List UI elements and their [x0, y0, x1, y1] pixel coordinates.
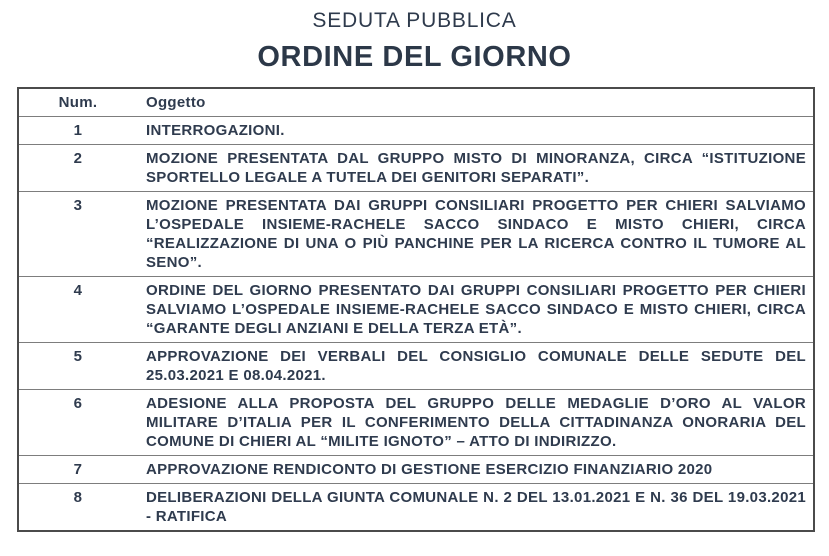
- row-number: 8: [18, 484, 137, 532]
- table-row: [18, 343, 814, 390]
- row-subject: APPROVAZIONE DEI VERBALI DEL CONSIGLIO COMUNALE DELLE SEDUTE DEL 25.03.2021 E 08.04.2021.: [137, 343, 814, 390]
- column-header-num: Num.: [18, 88, 137, 117]
- row-subject: APPROVAZIONE RENDICONTO DI GESTIONE ESERCIZIO FINANZIARIO 2020: [137, 456, 814, 484]
- document-title: ORDINE DEL GIORNO: [257, 41, 572, 73]
- row-number: 2: [18, 145, 137, 192]
- table-row: [18, 145, 814, 192]
- row-subject: DELIBERAZIONI DELLA GIUNTA COMUNALE N. 2 DEL 13.01.2021 E N. 36 DEL 19.03.2021 - RATIFICA: [137, 484, 814, 532]
- row-number: 4: [18, 277, 137, 343]
- table-row: [18, 117, 814, 145]
- agenda-table: [17, 87, 815, 532]
- table-row: [18, 277, 814, 343]
- row-subject: INTERROGAZIONI.: [137, 117, 814, 145]
- session-type-heading: SEDUTA PUBBLICA: [312, 9, 517, 32]
- table-row: [18, 390, 814, 456]
- row-subject: MOZIONE PRESENTATA DAI GRUPPI CONSILIARI PROGETTO PER CHIERI SALVIAMO L’OSPEDALE INSIEME-RACHELE SACCO SINDACO E MISTO CHIERI, CIRCA “REALIZZAZIONE DI UNA O PIÙ PANCHINE PER LA RICERCA CONTRO IL TUMORE AL SENO”.: [137, 192, 814, 277]
- row-number: 5: [18, 343, 137, 390]
- row-number: 1: [18, 117, 137, 145]
- column-header-oggetto: Oggetto: [137, 88, 814, 117]
- document-header: [0, 9, 829, 74]
- row-subject: ADESIONE ALLA PROPOSTA DEL GRUPPO DELLE MEDAGLIE D’ORO AL VALOR MILITARE D’ITALIA PER IL CONFERIMENTO DELLA CITTADINANZA ONORARIA DEL COMUNE DI CHIERI AL “MILITE IGNOTO” – ATTO DI INDIRIZZO.: [137, 390, 814, 456]
- row-subject: ORDINE DEL GIORNO PRESENTATO DAI GRUPPI CONSILIARI PROGETTO PER CHIERI SALVIAMO L’OSPEDALE INSIEME-RACHELE SACCO SINDACO E MISTO CHIERI, CIRCA “GARANTE DEGLI ANZIANI E DELLA TERZA ETÀ”.: [137, 277, 814, 343]
- row-number: 3: [18, 192, 137, 277]
- table-header-row: [18, 88, 814, 117]
- row-number: 6: [18, 390, 137, 456]
- row-number: 7: [18, 456, 137, 484]
- table-row: [18, 484, 814, 532]
- table-row: [18, 192, 814, 277]
- row-subject: MOZIONE PRESENTATA DAL GRUPPO MISTO DI MINORANZA, CIRCA “ISTITUZIONE SPORTELLO LEGALE A TUTELA DEI GENITORI SEPARATI”.: [137, 145, 814, 192]
- table-row: [18, 456, 814, 484]
